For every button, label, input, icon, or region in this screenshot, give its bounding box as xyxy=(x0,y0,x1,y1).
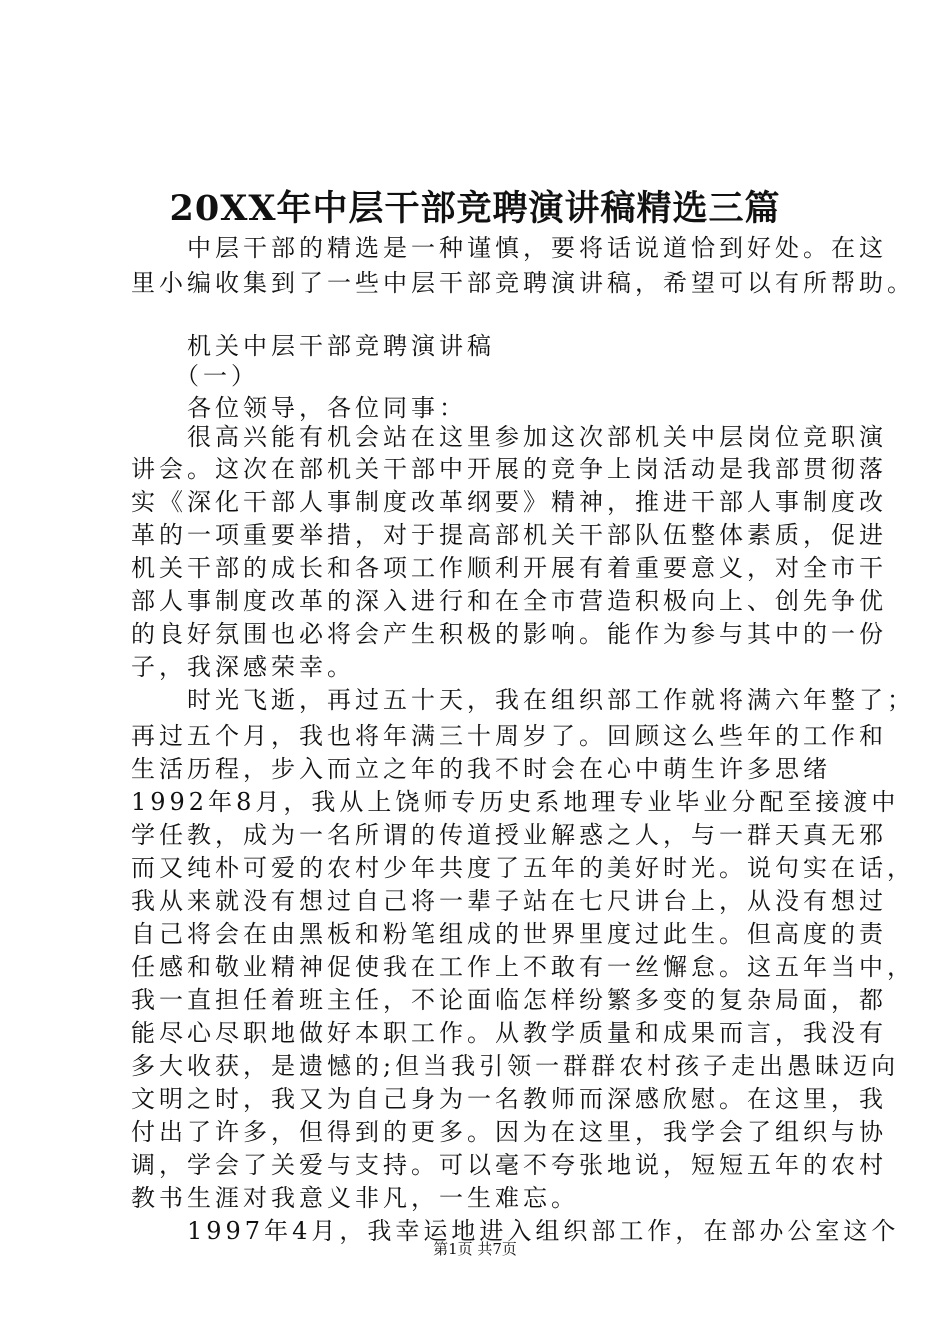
paragraph-line: 多大收获，是遗憾的;但当我引领一群群农村孩子走出愚昧迈向 xyxy=(131,1052,900,1080)
paragraph-line: 再过五个月，我也将年满三十周岁了。回顾这么些年的工作和 xyxy=(131,722,887,750)
paragraph-line: 教书生涯对我意义非凡，一生难忘。 xyxy=(131,1184,579,1212)
paragraph-line: 1997年4月，我幸运地进入组织部工作，在部办公室这个 xyxy=(131,1217,900,1245)
paragraph-line: 各位领导，各位同事： xyxy=(131,394,467,422)
paragraph-line: 付出了许多，但得到的更多。因为在这里，我学会了组织与协 xyxy=(131,1118,887,1146)
paragraph-line: 革的一项重要举措，对于提高部机关干部队伍整体素质，促进 xyxy=(131,521,887,549)
paragraph-line: 调，学会了关爱与支持。可以毫不夸张地说，短短五年的农村 xyxy=(131,1151,887,1179)
paragraph-line: 里小编收集到了一些中层干部竞聘演讲稿，希望可以有所帮助。 xyxy=(131,269,915,297)
paragraph-line: 机关中层干部竞聘演讲稿 xyxy=(131,332,495,360)
paragraph-line: 子，我深感荣幸。 xyxy=(131,653,355,681)
paragraph-line: 部人事制度改革的深入进行和在全市营造积极向上、创先争优 xyxy=(131,587,887,615)
document-title: 20XX年中层干部竞聘演讲稿精选三篇 xyxy=(169,188,781,229)
paragraph-line: 文明之时，我又为自己身为一名教师而深感欣慰。在这里，我 xyxy=(131,1085,887,1113)
paragraph-line: 机关干部的成长和各项工作顺利开展有着重要意义，对全市干 xyxy=(131,554,887,582)
paragraph-line: 任感和敬业精神促使我在工作上不敢有一丝懈怠。这五年当中， xyxy=(131,953,915,981)
paragraph-line: 能尽心尽职地做好本职工作。从教学质量和成果而言，我没有 xyxy=(131,1019,887,1047)
paragraph-line: 实《深化干部人事制度改革纲要》精神，推进干部人事制度改 xyxy=(131,488,887,516)
paragraph-line: 中层干部的精选是一种谨慎，要将话说道恰到好处。在这 xyxy=(131,234,887,262)
paragraph-line: 时光飞逝，再过五十天，我在组织部工作就将满六年整了； xyxy=(131,686,915,714)
page-number-footer: 第1页 共7页 xyxy=(433,1240,517,1258)
paragraph-line: 而又纯朴可爱的农村少年共度了五年的美好时光。说句实在话， xyxy=(131,854,915,882)
paragraph-line: 讲会。这次在部机关干部中开展的竞争上岗活动是我部贯彻落 xyxy=(131,455,887,483)
paragraph-line: （一） xyxy=(131,362,259,390)
paragraph-line: 很高兴能有机会站在这里参加这次部机关中层岗位竞职演 xyxy=(131,423,887,451)
paragraph-line: 1992年8月，我从上饶师专历史系地理专业毕业分配至接渡中 xyxy=(131,788,900,816)
paragraph-line: 我从来就没有想过自己将一辈子站在七尺讲台上，从没有想过 xyxy=(131,887,887,915)
paragraph-line: 学任教，成为一名所谓的传道授业解惑之人，与一群天真无邪 xyxy=(131,821,887,849)
paragraph-line: 的良好氛围也必将会产生积极的影响。能作为参与其中的一份 xyxy=(131,620,887,648)
paragraph-line: 自己将会在由黑板和粉笔组成的世界里度过此生。但高度的责 xyxy=(131,920,887,948)
paragraph-line: 我一直担任着班主任，不论面临怎样纷繁多变的复杂局面，都 xyxy=(131,986,887,1014)
paragraph-line: 生活历程，步入而立之年的我不时会在心中萌生许多思绪 xyxy=(131,755,831,783)
